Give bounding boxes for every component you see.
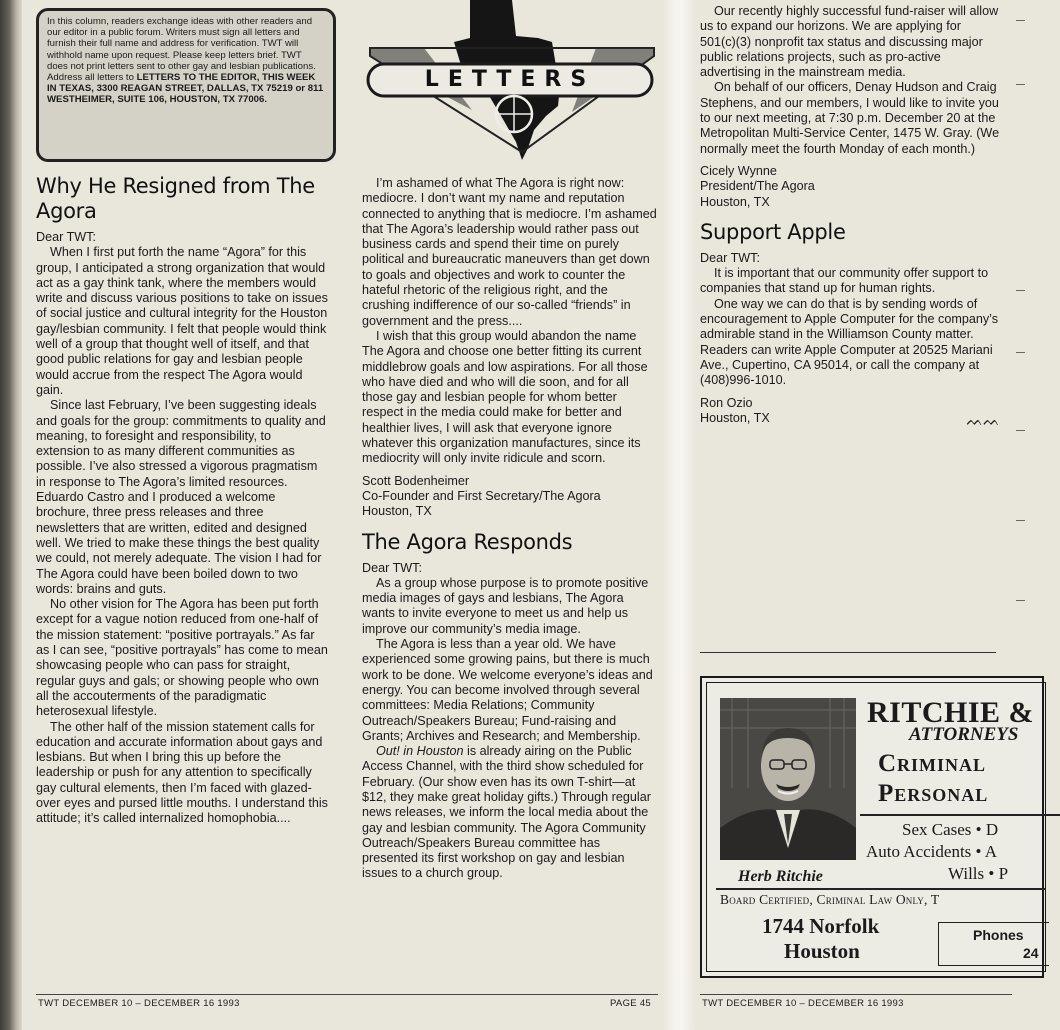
footer-rule-left <box>36 994 658 995</box>
signature-title: President/The Agora <box>700 179 815 194</box>
attorney-advertisement <box>700 676 1044 978</box>
service-line-3: Wills • P <box>948 864 1009 883</box>
footer-date-right: TWT DECEMBER 10 – DECEMBER 16 1993 <box>702 998 904 1009</box>
logo-label: LETTERS <box>424 67 596 92</box>
binding-spine <box>0 0 22 1030</box>
paragraph: When I first put forth the name “Agora” for this group, I anticipated a strong organization that would act as a gay think tank, where the members would write and discuss various positions to take on issues of social justice and cultural integrity for the Houston gay/lesbian community. I felt that people would think well of a group that thought well of itself, and that good public relations for gay and lesbian people would accrue from the respect The Agora would gain. <box>36 245 328 397</box>
salutation: Dear TWT: <box>362 560 422 575</box>
paragraph: It is important that our community offer support to companies that stand up for human rights. <box>700 266 989 296</box>
headline-resigned: Why He Resigned from The Agora <box>36 174 315 223</box>
signature-name: Scott Bodenheimer <box>362 473 470 488</box>
column-2 <box>362 176 658 882</box>
paragraph: The other half of the mission statement calls for education and accurate information about gays and lesbians. But when I bring this up before the leadership or push for any attention to specifically gay cultural elements, then I’m faced with glazed-over eyes and pursed little mouths. I understand this attitude; it’s called internalized homophobia.... <box>36 719 328 826</box>
paragraph-show-text: is already airing on the Public Access Channel, with the third show scheduled for February. (Our show even has its own T-shirt—at $12, they make great holiday gifts.) Through regular news releases, we inform the local media about the gay and lesbian community. The Agora Community Outreach/Speakers Bureau committee has presented its first workshop on gay and lesbian issues to a church group. <box>362 744 651 881</box>
practice-personal: Personal <box>878 780 989 807</box>
ad-divider-2 <box>716 888 1046 890</box>
paragraph: Our recently highly successful fund-raiser will allow us to expand our horizons. We are applying for 501(c)(3) nonprofit tax status and discussing major public relations projects, such as pro-active advertising in the mainstream media. <box>700 4 999 80</box>
notice-address: LETTERS TO THE EDITOR, THIS WEEK IN TEXAS, 3300 REAGAN STREET, DALLAS, TX 75219 or 811 WESTHEIMER, SUITE 106, HOUSTON, TX 77006. <box>47 72 324 106</box>
paragraph: I wish that this group would abandon the name The Agora and choose one better fitting its current middlebrow goals and low aspirations. For all those who have died and who will die soon, and for all those gay and lesbian people for whom better respect in the media could make for better and healthier lives, I will ask that everyone ignore whatever this organization manufactures, since its mediocrity will only invite ridicule and scorn. <box>362 328 648 466</box>
show-title: Out! in Houston <box>376 744 464 759</box>
paragraph: On behalf of our officers, Denay Hudson and Craig Stephens, and our members, I would like to invite you to our next meeting, at 7:30 p.m. December 20 at the Metropolitan Multi-Service Center, 1475 W. Gray. (We normally meet the fourth Monday of each month.) <box>700 80 1000 156</box>
paragraph: No other vision for The Agora has been put forth except for a vague notion reduced from one-half of the mission statement: “positive portrayals.” As far as I can see, “positive portrayals” has come to mean showcasing people who can pass for straight, regular guys and gals; or showing people who own all the accouterments of the paradigmatic heterosexual lifestyle. <box>36 597 328 719</box>
address-street: 1744 Norfolk <box>762 914 880 938</box>
paragraph: As a group whose purpose is to promote positive media images of gays and lesbians, The Agora wants to invite everyone to meet us and help us improve our community’s media image. <box>362 575 649 636</box>
phones-label: Phones <box>973 927 1024 943</box>
end-mark-icon: ᨓᨓ <box>966 411 1000 428</box>
column-3 <box>700 4 1000 427</box>
service-line-1: Sex Cases • D <box>902 820 999 839</box>
ad-divider <box>860 814 1060 816</box>
address-city: Houston <box>784 939 860 963</box>
phones-box <box>938 922 1049 966</box>
firm-attorneys: ATTORNEYS <box>909 724 1019 745</box>
signature-name: Ron Ozio <box>700 395 753 410</box>
service-line-2: Auto Accidents • A <box>866 842 998 861</box>
column-1 <box>36 174 328 827</box>
letters-logo <box>362 0 658 165</box>
signature-title: Co-Founder and First Secretary/The Agora <box>362 488 601 503</box>
firm-name: RITCHIE & <box>867 696 1035 729</box>
portrait-image <box>720 698 856 860</box>
signature-city <box>700 411 1000 426</box>
paragraph: One way we can do that is by sending words of encouragement to Apple Computer for the company’s admirable stand in the Williamson County matter. Readers can write Apple Computer at 20525 Mariani Ave., Cupertino, CA 95014, or call the company at (408)996-1010. <box>700 296 998 388</box>
paragraph: Since last February, I’ve been suggesting ideals and goals for the group: commitments to quality and meaning, to foresight and responsibility, to extension to as many different communities as possible. I’ve also stressed a vigorous pragmatism in response to The Agora’s limited resources. Eduardo Castro and I produced a welcome brochure, three press releases and three newsletters that are written, edited and designed well. We tried to make these things the best quality we could, not merely adequate. The vision I had for The Agora could have been boiled down to two words: brains and guts. <box>36 398 326 596</box>
page-number: PAGE 45 <box>610 998 651 1009</box>
signature-name: Cicely Wynne <box>700 163 777 178</box>
paragraph-show <box>362 744 658 882</box>
attorney-photo <box>720 698 856 860</box>
signature-city-text: Houston, TX <box>700 410 770 425</box>
signature-city: Houston, TX <box>700 194 770 209</box>
certification: Board Certified, Criminal Law Only, T <box>720 892 940 907</box>
salutation: Dear TWT: <box>36 230 96 244</box>
paragraph: I’m ashamed of what The Agora is right now: mediocre. I don’t want my name and reputation connected to anything that is mediocre. I’m ashamed that The Agora’s leadership would rather pass out business cards and spend their time on purely political and bureaucratic maneuvers than get down to goals and objectives and work to counter the hateful rhetoric of the religious right, and the crushing indifference of our so-called “friends” in government and the press.... <box>362 176 657 328</box>
salutation: Dear TWT: <box>700 250 760 265</box>
attorney-name: Herb Ritchie <box>738 868 823 885</box>
headline-agora-responds: The Agora Responds <box>362 529 573 554</box>
practice-criminal: Criminal <box>878 750 987 777</box>
column-rule <box>700 652 996 653</box>
signature-city: Houston, TX <box>362 504 432 519</box>
letters-policy-notice <box>36 8 336 162</box>
headline-support-apple: Support Apple <box>700 219 846 244</box>
paragraph: The Agora is less than a year old. We have experienced some growing pains, but there is much work to be done. We welcome everyone’s ideas and energy. You can become involved through several committees: Media Relations; Community Outreach/Speakers Bureau; Fund-raising and Grants; Archives and Research; and Membership. <box>362 637 653 743</box>
footer-rule-right <box>700 994 1012 995</box>
footer-date-left: TWT DECEMBER 10 – DECEMBER 16 1993 <box>38 998 240 1009</box>
phones-number-partial: 24 <box>1023 945 1039 961</box>
notice-text: In this column, readers exchange ideas with other readers and our editor in a public forum. Writers must sign all letters and furnish their full name and address for verification. TWT will withhold name upon request. Please keep letters brief. TWT does not print letters sent to other gay and lesbian publications. Address all letters to <box>47 16 316 84</box>
page-gutter <box>662 0 696 1030</box>
